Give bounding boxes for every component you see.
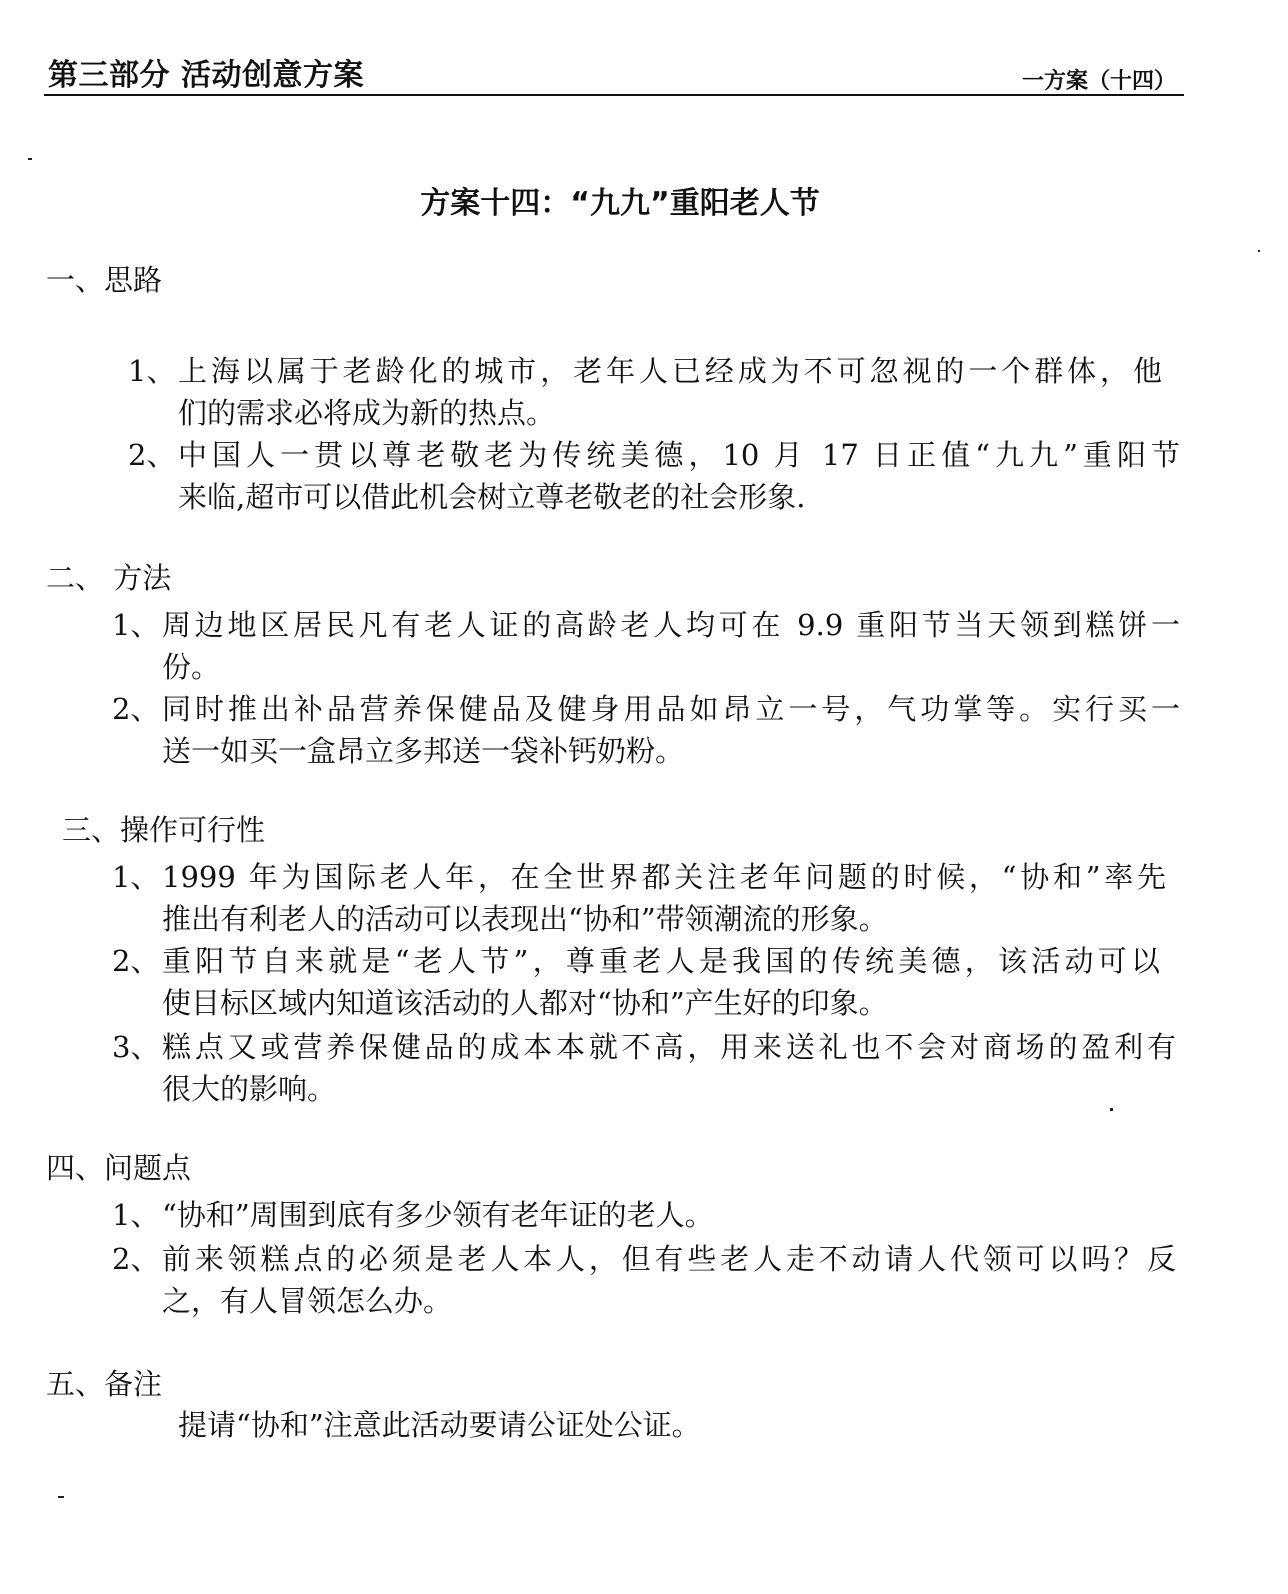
item-text-line: “协和”周围到底有多少领有老年证的老人。 — [162, 1198, 714, 1232]
item-number: 2、 — [112, 692, 160, 726]
item-text-line: 周边地区居民凡有老人证的高龄老人均可在 9.9 重阳节当天领到糕饼一 — [162, 608, 1180, 642]
section-heading-notes: 五、备注 — [46, 1367, 163, 1401]
item-text-line: 糕点又或营养保健品的成本本就不高，用来送礼也不会对商场的盈利有 — [162, 1030, 1176, 1064]
methods-item-2 — [112, 688, 1180, 772]
issues-item-1 — [112, 1194, 1176, 1236]
scan-speck — [1258, 250, 1260, 252]
item-text-line: 上海以属于老龄化的城市，老年人已经成为不可忽视的一个群体，他 — [178, 354, 1162, 388]
item-text-line: 同时推出补品营养保健品及健身用品如昂立一号，气功掌等。实行买一 — [162, 692, 1180, 726]
section-heading-methods: 二、 方法 — [46, 561, 172, 595]
header-plan-label: 一方案（十四） — [1021, 69, 1176, 94]
item-number: 1、 — [128, 354, 176, 388]
item-number: 2、 — [128, 438, 176, 472]
issues-item-2 — [112, 1238, 1176, 1322]
notes-text — [178, 1404, 1078, 1446]
item-text-line: 很大的影响。 — [162, 1072, 337, 1106]
page-header — [44, 46, 1184, 96]
section-heading-ideas: 一、思路 — [46, 263, 163, 297]
item-text-line: 推出有利老人的活动可以表现出“协和”带领潮流的形象。 — [162, 902, 888, 936]
item-text-line: 使目标区域内知道该活动的人都对“协和”产生好的印象。 — [162, 986, 888, 1020]
section-heading-feasibility: 三、操作可行性 — [62, 813, 266, 847]
item-text-line: 前来领糕点的必须是老人本人，但有些老人走不动请人代领可以吗？反 — [162, 1242, 1176, 1276]
item-text-line: 中国人一贯以尊老敬老为传统美德，10 月 17 日正值“九九”重阳节 — [178, 438, 1180, 472]
item-number: 3、 — [112, 1030, 160, 1064]
item-text-line: 份。 — [162, 650, 221, 684]
item-text-line: 送一如买一盒昂立多邦送一袋补钙奶粉。 — [162, 734, 685, 768]
header-section-title: 第三部分 活动创意方案 — [48, 58, 364, 93]
ideas-item-1 — [128, 350, 1162, 434]
methods-item-1 — [112, 604, 1180, 688]
feasibility-item-2 — [112, 940, 1160, 1024]
item-text-line: 来临,超市可以借此机会树立尊老敬老的社会形象. — [178, 480, 806, 514]
feasibility-item-3 — [112, 1026, 1176, 1110]
item-number: 1、 — [112, 1198, 160, 1232]
scan-speck — [58, 1496, 64, 1498]
item-number: 2、 — [112, 1242, 160, 1276]
item-text-line: 1999 年为国际老人年，在全世界都关注老年问题的时候，“协和”率先 — [162, 860, 1166, 894]
scan-speck — [28, 158, 32, 160]
scan-speck — [1110, 1108, 1113, 1111]
section-heading-issues: 四、问题点 — [46, 1151, 192, 1185]
feasibility-item-1 — [112, 856, 1166, 940]
item-number: 2、 — [112, 944, 160, 978]
item-text-line: 们的需求必将成为新的热点。 — [178, 396, 556, 430]
ideas-item-2 — [128, 434, 1180, 518]
note-text-line: 提请“协和”注意此活动要请公证处公证。 — [178, 1408, 701, 1442]
document-title: 方案十四：“九九”重阳老人节 — [420, 186, 820, 221]
item-text-line: 重阳节自来就是“老人节”，尊重老人是我国的传统美德，该活动可以 — [162, 944, 1160, 978]
item-number: 1、 — [112, 860, 160, 894]
item-number: 1、 — [112, 608, 160, 642]
item-text-line: 之，有人冒领怎么办。 — [162, 1284, 453, 1318]
